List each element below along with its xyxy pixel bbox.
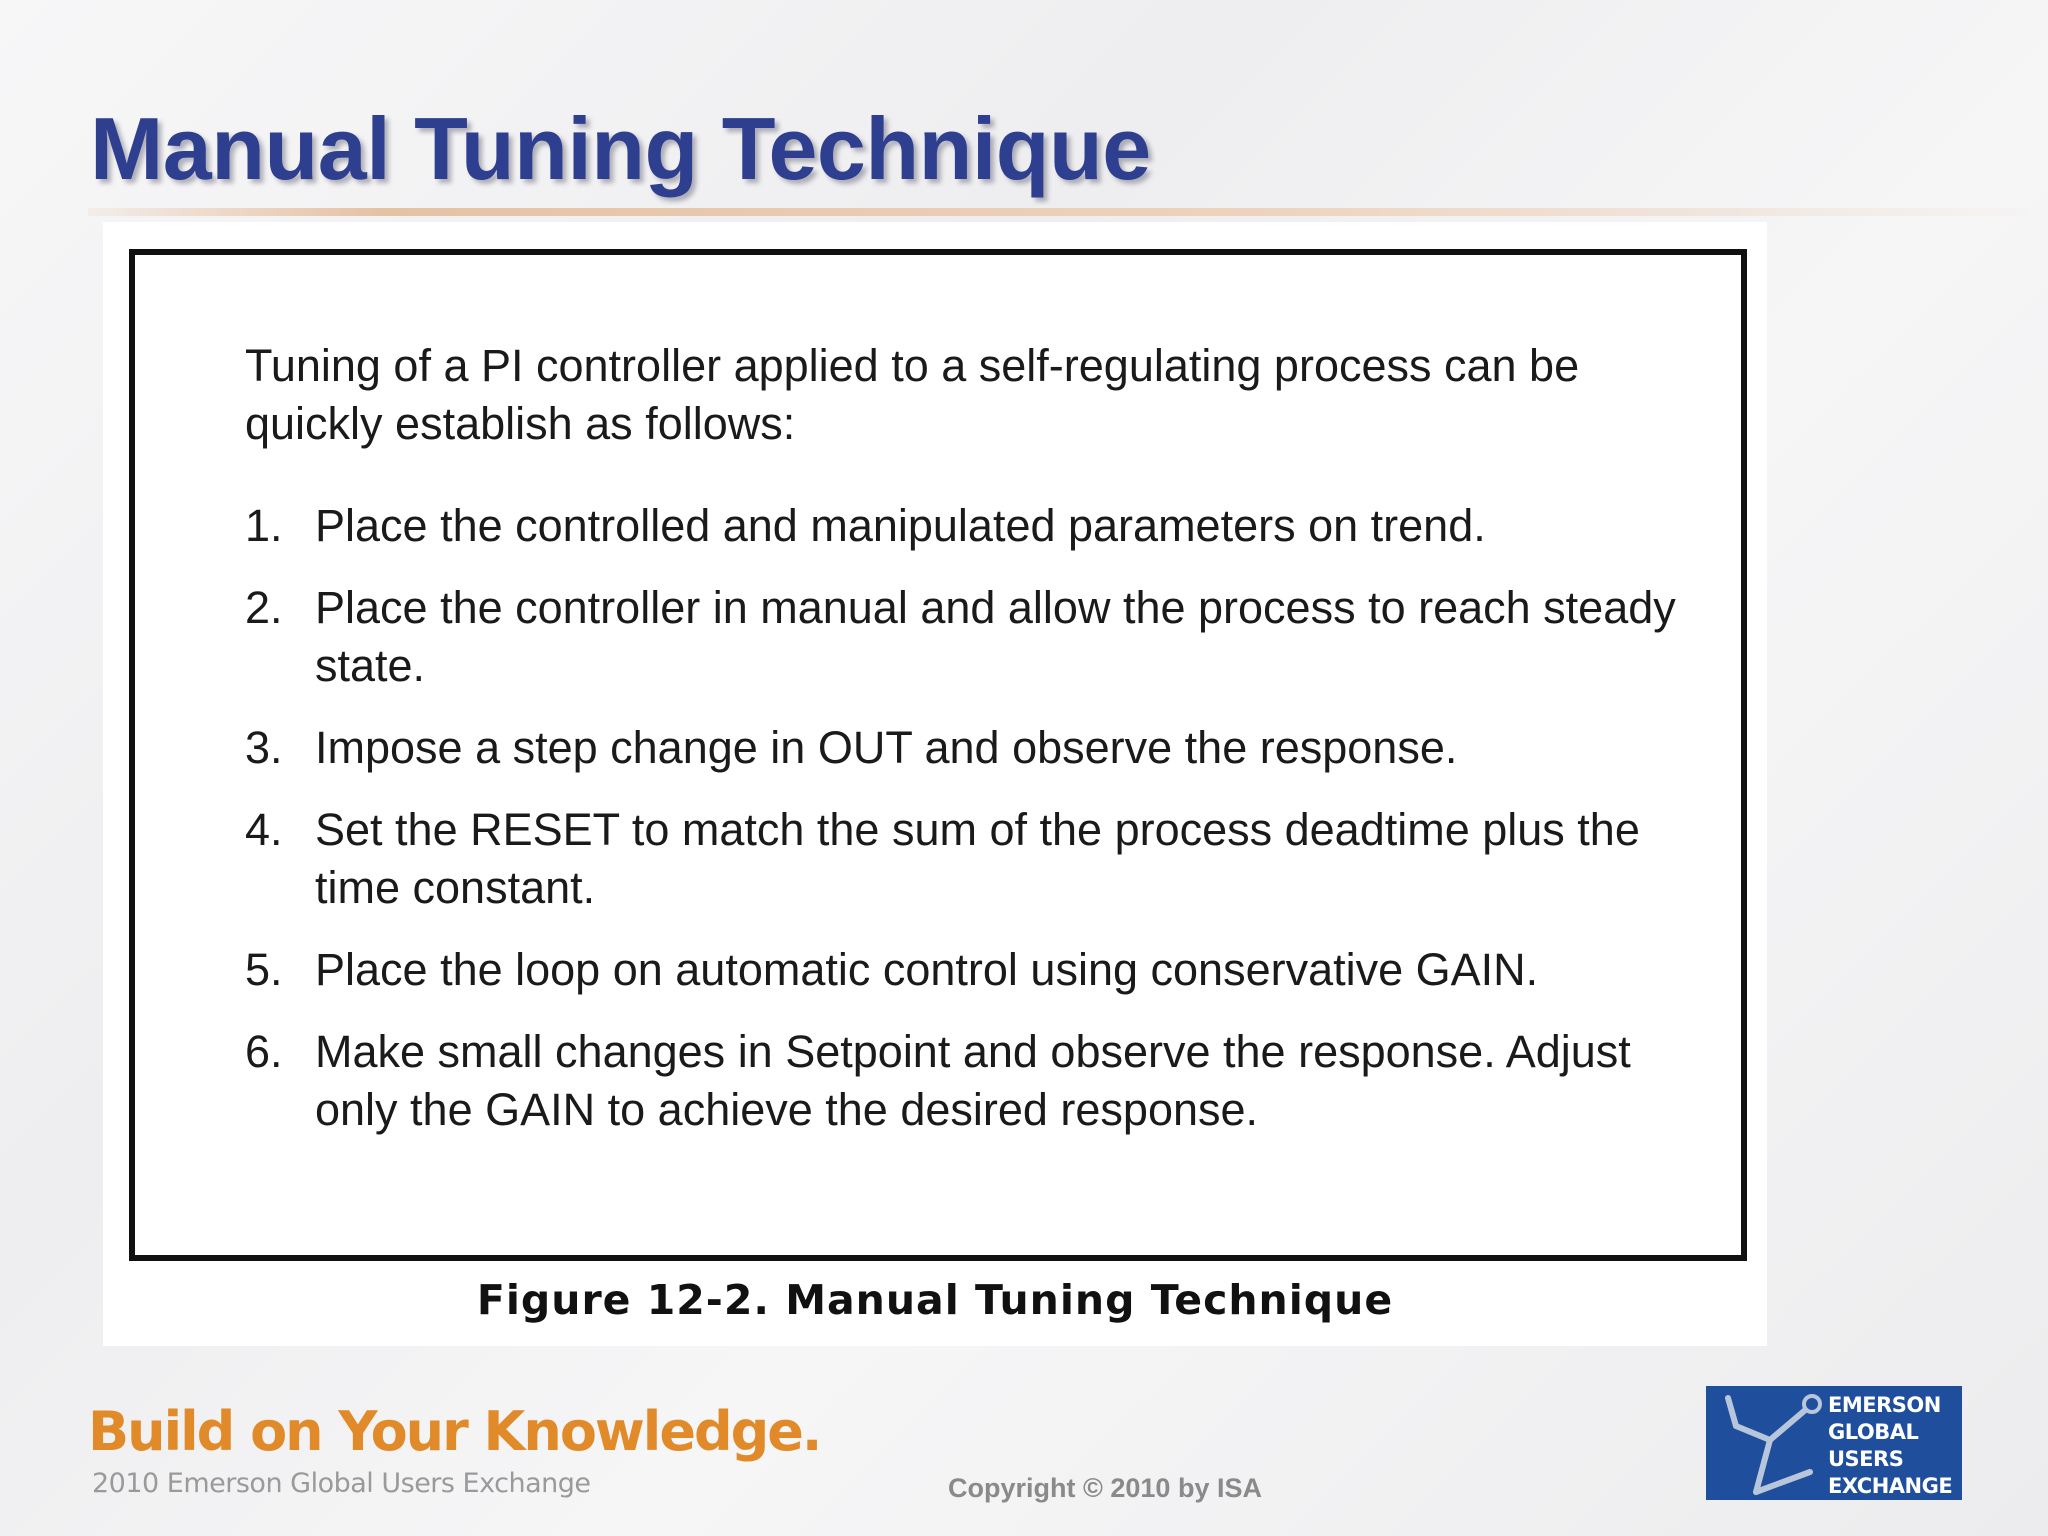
logo-wordmark [1828,1392,1960,1500]
figure-box [129,249,1747,1261]
step-number: 3. [245,722,283,773]
list-item [245,941,1685,999]
list-item [245,497,1685,555]
step-text: Place the controlled and manipulated parameters on trend. [315,500,1486,551]
footer-tagline: Build on Your Knowledge. [88,1400,821,1463]
figure-intro: Tuning of a PI controller applied to a self-regulating process can be quickly establish as follows: [245,340,1580,449]
logo-line: USERS [1828,1447,1904,1471]
step-number: 6. [245,1026,283,1077]
logo-line: EMERSON [1828,1393,1941,1417]
step-text: Set the RESET to match the sum of the process deadtime plus the time constant. [315,804,1640,913]
slide-title: Manual Tuning Technique [90,99,1151,198]
logo-line: GLOBAL [1828,1420,1919,1444]
step-text: Place the controller in manual and allow the process to reach steady state. [315,582,1676,691]
step-text: Impose a step change in OUT and observe the response. [315,722,1458,773]
list-item [245,719,1685,777]
logo-line: EXCHANGE [1828,1474,1953,1498]
step-text: Make small changes in Setpoint and observe the response. Adjust only the GAIN to achieve the desired response. [315,1026,1631,1135]
step-number: 1. [245,500,283,551]
list-item [245,1023,1685,1139]
emerson-exchange-logo [1706,1386,1962,1500]
title-divider [88,208,2028,216]
step-number: 5. [245,944,283,995]
list-item [245,579,1685,695]
step-number: 4. [245,804,283,855]
figure-caption: Figure 12-2. Manual Tuning Technique [476,1276,1394,1324]
step-number: 2. [245,582,283,633]
footer-event-name: 2010 Emerson Global Users Exchange [92,1468,591,1499]
list-item [245,801,1685,917]
molecule-icon [1706,1386,1826,1500]
figure-panel [103,222,1767,1346]
tuning-steps-list [245,497,1685,1163]
copyright-notice: Copyright © 2010 by ISA [948,1473,1262,1503]
step-text: Place the loop on automatic control using conservative GAIN. [315,944,1539,995]
